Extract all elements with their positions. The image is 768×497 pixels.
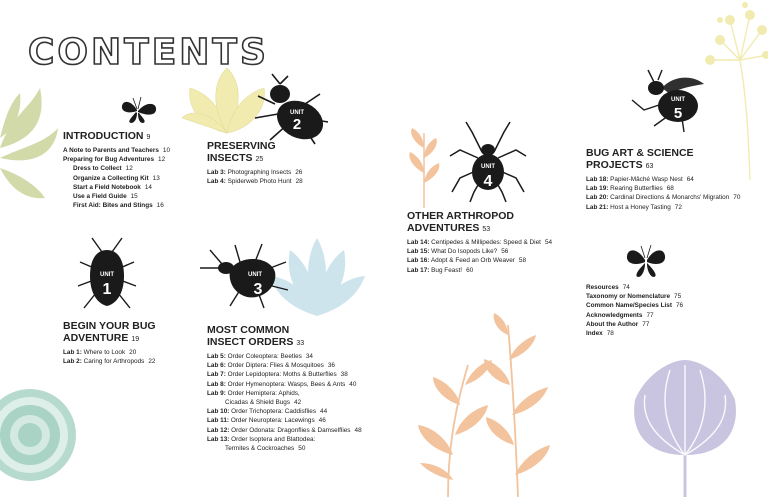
unit-5-heading[interactable]: BUG ART & SCIENCE PROJECTS 63 bbox=[586, 147, 694, 171]
lab-entry[interactable]: Lab 13: Order Isoptera and Blattodea: bbox=[207, 435, 316, 443]
stag-beetle-silhouette-icon bbox=[250, 74, 330, 146]
lab-entry[interactable]: Lab 3: Photographing Insects 26 bbox=[207, 169, 303, 176]
butterfly-silhouette-icon bbox=[626, 244, 666, 278]
intro-section bbox=[63, 130, 170, 210]
lab-entry[interactable]: Lab 12: Order Odonata: Dragonflies & Damselflies 48 bbox=[207, 426, 362, 434]
toc-entry[interactable]: Use a Field Guide 15 bbox=[73, 193, 138, 201]
toc-entry[interactable]: About the Author 77 bbox=[586, 320, 650, 328]
unit-2-number: 2 bbox=[292, 116, 302, 133]
toc-entry[interactable]: Resources 74 bbox=[586, 284, 630, 291]
moth-silhouette-icon bbox=[121, 96, 157, 124]
intro-heading[interactable]: INTRODUCTION 9 bbox=[63, 130, 151, 142]
lavender-flower-bottom-right bbox=[630, 360, 740, 497]
mint-flower-left bbox=[0, 365, 80, 497]
lab-entry[interactable]: Lab 14: Centipedes & Millipedes: Speed & Diet 54 bbox=[407, 239, 553, 246]
unit-3-section bbox=[207, 324, 362, 453]
toc-entry[interactable]: Organize a Collecting Kit 13 bbox=[73, 174, 160, 182]
unit-1-heading[interactable]: BEGIN YOUR BUG ADVENTURE 19 bbox=[63, 320, 156, 344]
unit-5-section bbox=[586, 147, 740, 212]
lab-entry[interactable]: Lab 8: Order Hymenoptera: Wasps, Bees & Ants 40 bbox=[207, 380, 357, 388]
lab-entry[interactable]: Lab 20: Cardinal Directions & Monarchs' Migration 70 bbox=[586, 194, 741, 202]
toc-entry[interactable]: Preparing for Bug Adventures 12 bbox=[63, 156, 166, 164]
unit-4-section bbox=[407, 210, 552, 275]
toc-entry[interactable]: Start a Field Notebook 14 bbox=[73, 183, 152, 191]
lab-entry[interactable]: Lab 16: Adopt & Feed an Orb Weaver 58 bbox=[407, 257, 526, 265]
unit-2-heading[interactable]: PRESERVING INSECTS 25 bbox=[207, 140, 276, 164]
lab-entry-continued[interactable]: Termites & Cockroaches 50 bbox=[225, 445, 306, 453]
lab-entry[interactable]: Lab 19: Rearing Butterflies 68 bbox=[586, 185, 674, 193]
unit-1-label: UNIT bbox=[100, 272, 114, 278]
backmatter-section bbox=[586, 283, 683, 338]
lab-entry[interactable]: Lab 7: Order Lepidoptera: Moths & Butterflies 38 bbox=[207, 371, 348, 379]
lab-entry[interactable]: Lab 11: Order Neuroptera: Lacewings 46 bbox=[207, 417, 326, 425]
toc-entry[interactable]: Taxonomy or Nomenclature 75 bbox=[586, 293, 682, 301]
unit-1-section bbox=[63, 320, 156, 366]
lab-entry[interactable]: Lab 21: Host a Honey Tasting 72 bbox=[586, 203, 682, 211]
bee-silhouette-icon bbox=[632, 70, 708, 134]
lab-entry[interactable]: Lab 10: Order Trichoptera: Caddisflies 44 bbox=[207, 408, 328, 416]
toc-entry[interactable]: Common Name/Species List 76 bbox=[586, 302, 684, 310]
stink-bug-silhouette-icon bbox=[200, 240, 290, 310]
lab-entry[interactable]: Lab 9: Order Hemiptera: Aphids, bbox=[207, 389, 300, 397]
lab-entry[interactable]: Lab 6: Order Diptera: Flies & Mosquitoes 36 bbox=[207, 362, 335, 370]
lab-entry[interactable]: Lab 5: Order Coleoptera: Beetles 34 bbox=[207, 353, 313, 360]
unit-1-number: 1 bbox=[102, 281, 112, 298]
spider-silhouette-icon bbox=[448, 122, 528, 202]
lab-entry[interactable]: Lab 2: Caring for Arthropods 22 bbox=[63, 358, 156, 366]
unit-3-heading[interactable]: MOST COMMON INSECT ORDERS 33 bbox=[207, 324, 305, 348]
lab-entry[interactable]: Lab 1: Where to Look 20 bbox=[63, 349, 137, 356]
lab-entry[interactable]: Lab 18: Papier-Mâché Wasp Nest 64 bbox=[586, 176, 694, 183]
shield-bug-silhouette-icon bbox=[78, 238, 136, 316]
lab-entry[interactable]: Lab 4: Spiderweb Photo Hunt 28 bbox=[207, 178, 303, 186]
page-title: CONTENTS bbox=[28, 32, 269, 73]
unit-2-label: UNIT bbox=[290, 110, 304, 116]
peach-sprig-top bbox=[404, 128, 444, 208]
toc-entry[interactable]: Dress to Collect 12 bbox=[73, 165, 133, 173]
unit-4-label: UNIT bbox=[481, 164, 495, 170]
unit-5-label: UNIT bbox=[671, 97, 685, 103]
toc-entry[interactable]: First Aid: Bites and Stings 16 bbox=[73, 202, 164, 210]
unit-4-number: 4 bbox=[483, 173, 493, 190]
toc-entry[interactable]: A Note to Parents and Teachers 10 bbox=[63, 147, 170, 154]
peach-branches-bottom bbox=[408, 305, 568, 497]
unit-5-number: 5 bbox=[673, 105, 683, 122]
toc-entry[interactable]: Acknowledgments 77 bbox=[586, 311, 654, 319]
toc-entry[interactable]: Index 78 bbox=[586, 330, 614, 338]
lab-entry[interactable]: Lab 15: What Do Isopods Like? 56 bbox=[407, 248, 509, 256]
sage-leaf-cluster-left bbox=[0, 88, 60, 208]
unit-4-heading[interactable]: OTHER ARTHROPOD ADVENTURES 53 bbox=[407, 210, 514, 234]
unit-3-number: 3 bbox=[253, 281, 263, 298]
lab-entry[interactable]: Lab 17: Bug Feast! 60 bbox=[407, 266, 474, 274]
unit-2-section bbox=[207, 140, 303, 186]
unit-3-label: UNIT bbox=[248, 272, 262, 278]
lab-entry-continued[interactable]: Cicadas & Shield Bugs 42 bbox=[225, 399, 302, 407]
